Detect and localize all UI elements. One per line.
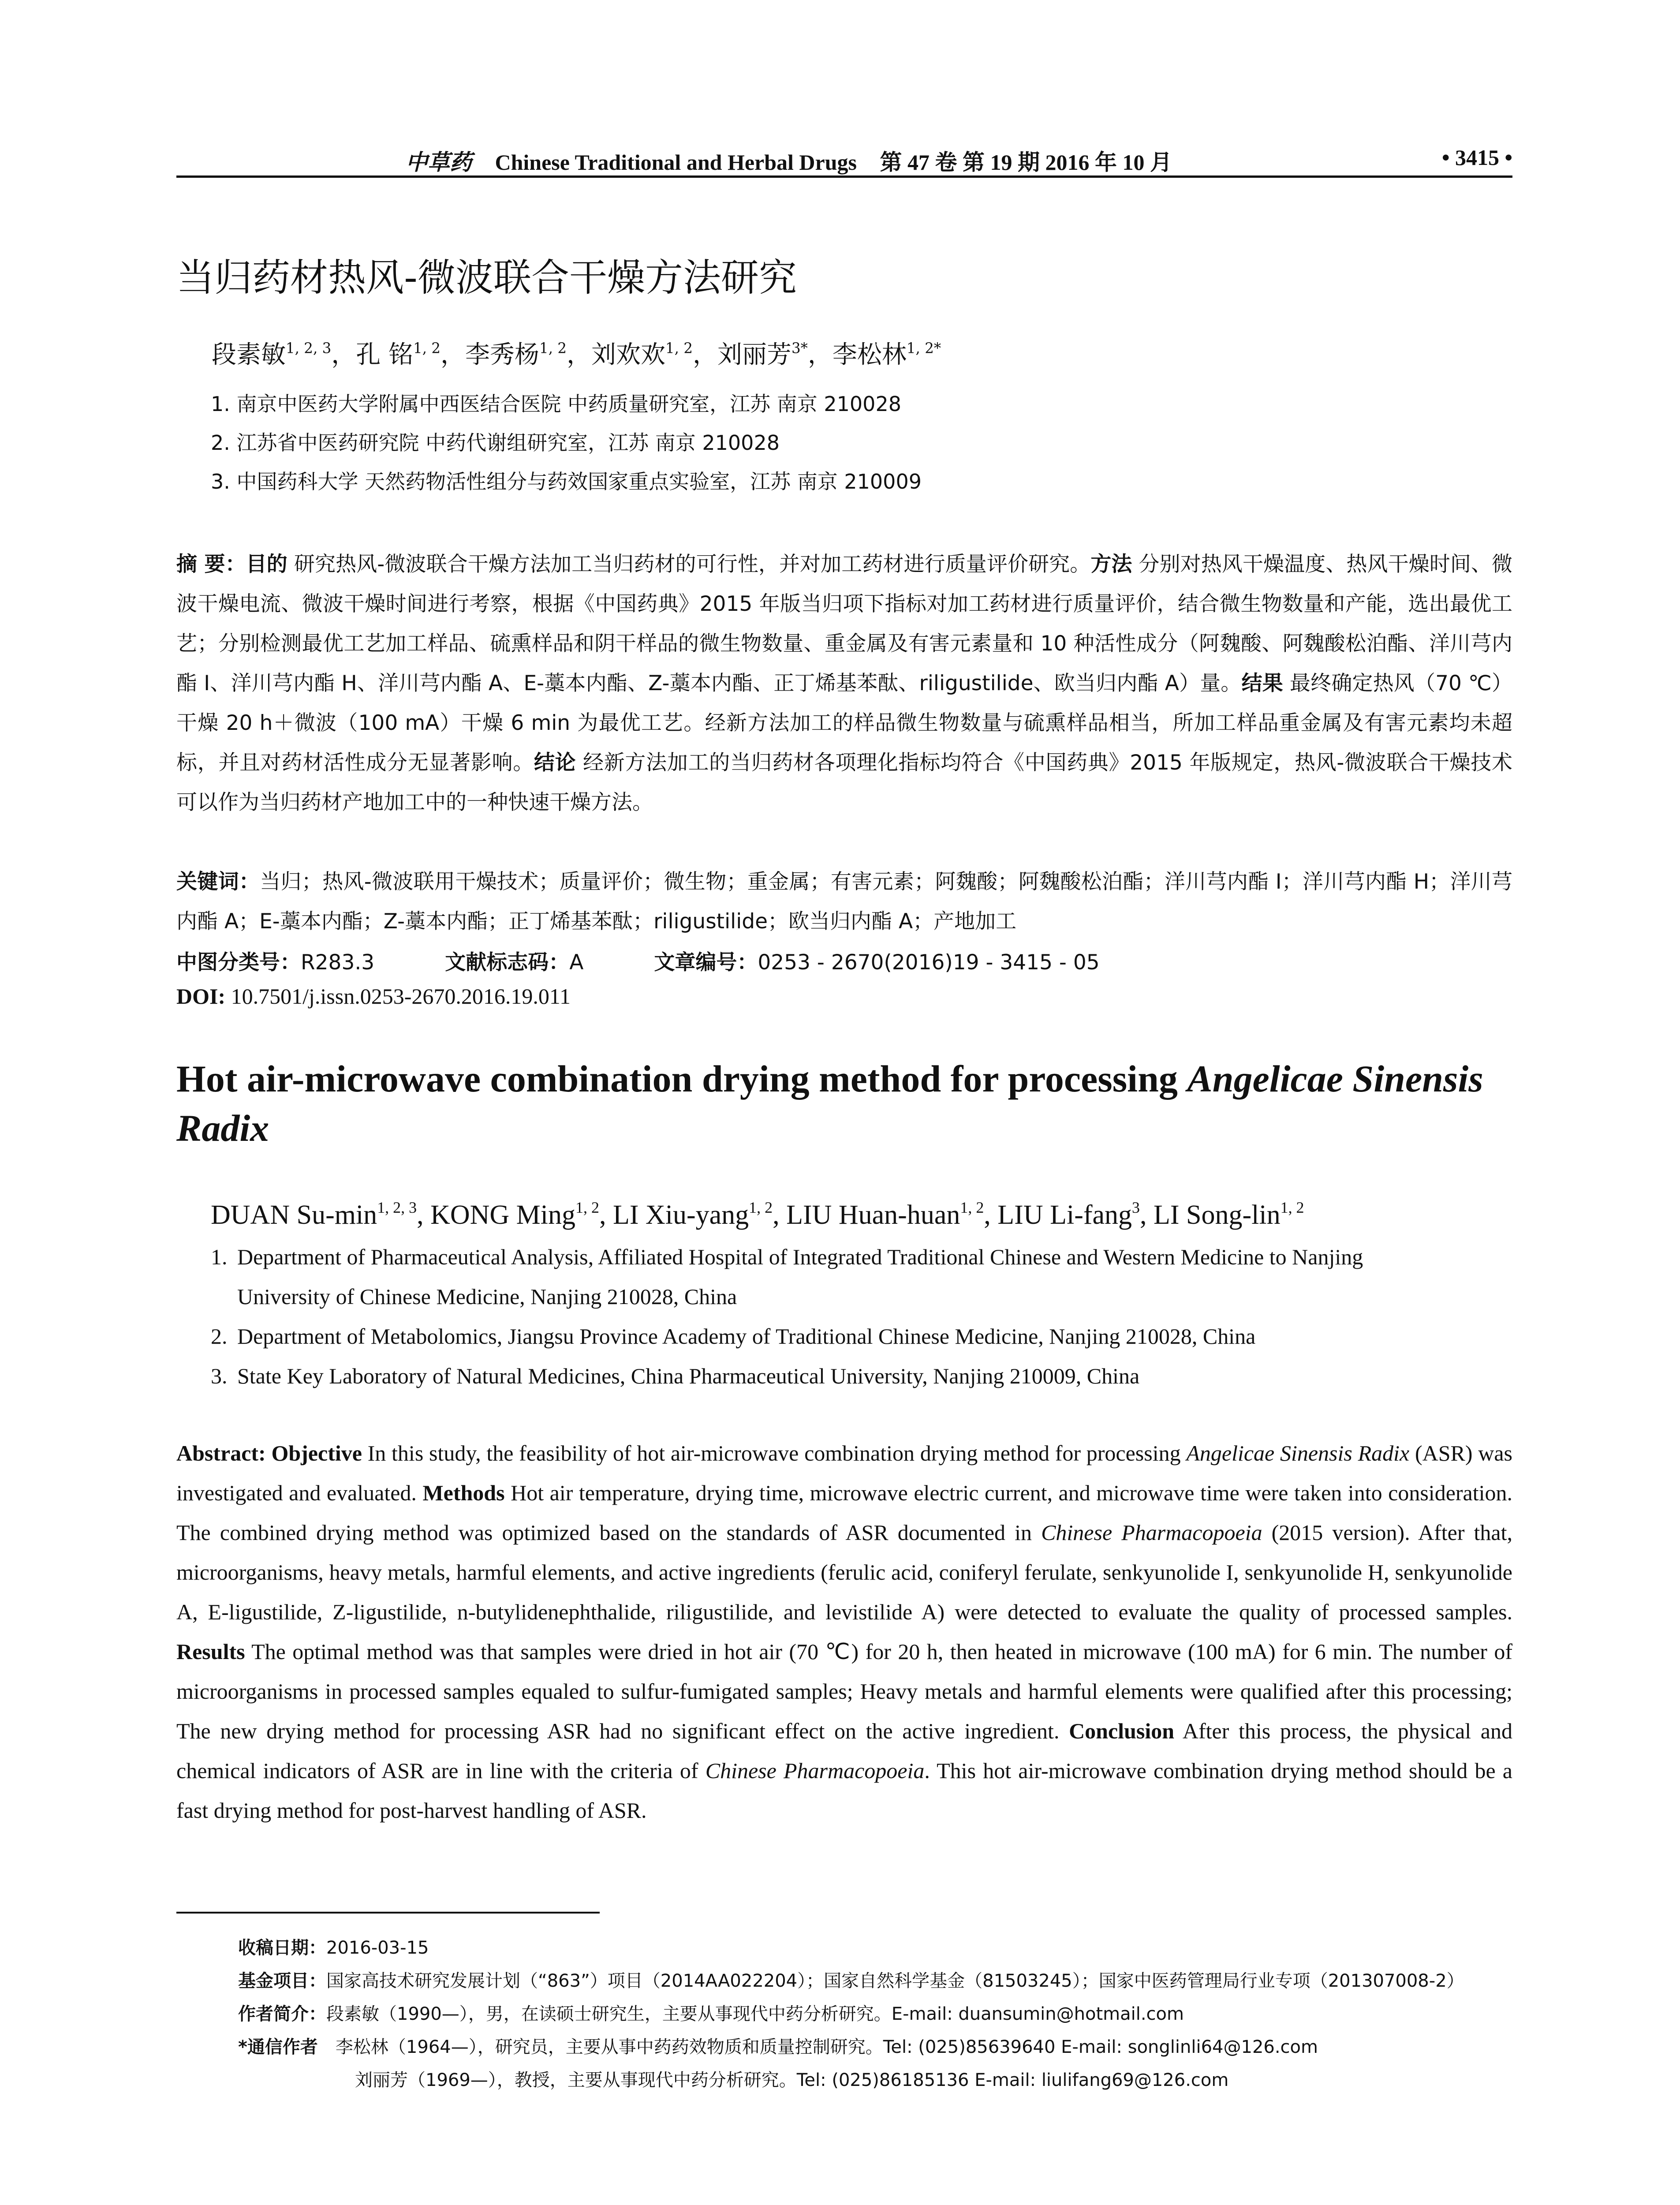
conclusion-text-cn: 经新方法加工的当归药材各项理化指标均符合《中国药典》2015 年版规定，热风-微波联合干燥技术可以作为当归药材产地加工中的一种快速干燥方法。 xyxy=(176,751,1513,815)
author-affiliation-mark: 3* xyxy=(791,340,808,357)
conclusion-label-cn: 结论 xyxy=(534,751,576,775)
objective-text-cn: 研究热风-微波联合干燥方法加工当归药材的可行性，并对加工药材进行质量评价研究。 xyxy=(287,552,1091,576)
author-affiliation-mark: 1, 2 xyxy=(960,1198,984,1216)
author-separator: , xyxy=(773,1200,787,1230)
author-name: KONG Ming xyxy=(430,1200,576,1230)
affiliation-number: 3. xyxy=(211,1364,228,1388)
author-affiliation-mark: 1, 2 xyxy=(749,1198,773,1216)
doi-line xyxy=(176,983,571,1009)
affiliation-number: 1. xyxy=(211,1245,228,1269)
results-label-en: Results xyxy=(176,1639,245,1664)
results-text-cn: 最终确定热风（70 ℃）干燥 20 h＋微波（100 mA）干燥 6 min 为最优工艺。经新方法加工的样品微生物数量与硫熏样品相当，所加工样品重金属及有害元素均未超标，并且对药材活性成分无显著影响。 xyxy=(176,671,1512,775)
chinese-author-list xyxy=(212,335,941,370)
journal-logo: 中草药 xyxy=(406,150,472,175)
footnote-fund xyxy=(238,1967,1464,1992)
objective-label-cn: 目的 xyxy=(246,552,287,576)
fund-text: 国家高技术研究发展计划（“863”）项目（2014AA022204）；国家自然科学基金（81503245）；国家中医药管理局行业专项（201307008-2） xyxy=(326,1971,1464,1991)
methods-text-en: Hot air temperature, drying time, microwave electric current, and microwave time were taken into consideration. The combined drying method was optimized based on the standards of ASR documented in xyxy=(176,1480,1513,1545)
english-title-italic: Angelicae Sinensis Radix xyxy=(176,1058,1483,1149)
author-bio-label: 作者简介： xyxy=(238,2004,326,2024)
results-text-en: The optimal method was that samples were dried in hot air (70 ℃) for 20 h, then heated in microwave (100 mA) for 6 min. The number of microorganisms in processed samples equaled to sulfur-fumigated samples; Heavy metals and harmful elements were qualified after this processing; The new drying method for processing ASR had no significant effect on the active ingredient. xyxy=(176,1639,1512,1743)
affiliation-text-continued: University of Chinese Medicine, Nanjing 210028, China xyxy=(237,1284,737,1309)
author-name: 刘欢欢 xyxy=(591,340,666,369)
footnote-rule xyxy=(176,1912,600,1913)
corresponding-author-1: 李松林（1964—），研究员，主要从事中药药效物质和质量控制研究。Tel: (025)85639640 E-mail: songlinli64@126.com xyxy=(335,2037,1318,2057)
author-affiliation-mark: 3 xyxy=(1132,1198,1140,1216)
footnote-author xyxy=(238,2000,1184,2025)
english-title xyxy=(176,1054,1526,1153)
author-name: LI Xiu-yang xyxy=(612,1200,749,1230)
chinese-affiliation-3: 3. 中国药科大学 天然药物活性组分与药效国家重点实验室，江苏 南京 210009 xyxy=(211,470,922,493)
footnote-received xyxy=(238,1934,429,1959)
clc-value: R283.3 xyxy=(301,950,375,975)
author-separator: , xyxy=(417,1200,431,1230)
author-name: LIU Huan-huan xyxy=(786,1200,960,1230)
chinese-affiliation-1: 1. 南京中医药大学附属中西医结合医院 中药质量研究室，江苏 南京 210028 xyxy=(211,392,901,416)
author-separator: ， xyxy=(441,340,466,369)
author-name: 李秀杨 xyxy=(465,340,540,369)
conclusion-italic-en: Chinese Pharmacopoeia xyxy=(705,1758,925,1783)
author-name: 孔 铭 xyxy=(356,340,414,369)
affiliation-text: Department of Metabolomics, Jiangsu Province Academy of Traditional Chinese Medicine, Nanjing 210028, China xyxy=(237,1324,1256,1349)
chinese-affiliation-2: 2. 江苏省中医药研究院 中药代谢组研究室，江苏 南京 210028 xyxy=(211,431,780,455)
abstract-label-en: Abstract: xyxy=(176,1441,266,1465)
doi-label: DOI: xyxy=(176,984,226,1009)
author-affiliation-mark: 1, 2 xyxy=(665,340,693,357)
journal-issue: 第 47 卷 第 19 期 2016 年 10 月 xyxy=(880,150,1172,175)
fund-label: 基金项目： xyxy=(238,1971,326,1991)
methods-italic-en: Chinese Pharmacopoeia xyxy=(1041,1520,1262,1545)
author-bio-text: 段素敏（1990—），男，在读硕士研究生，主要从事现代中药分析研究。E-mail: duansumin@hotmail.com xyxy=(326,2004,1184,2024)
abstract-label-cn: 摘 要： xyxy=(176,552,246,576)
doc-code-value: A xyxy=(569,950,584,975)
received-date: 2016-03-15 xyxy=(326,1938,429,1958)
author-affiliation-mark: 1, 2 xyxy=(1280,1198,1304,1216)
article-number-label: 文章编号： xyxy=(654,950,758,975)
affiliation-number: 2. xyxy=(211,1324,228,1349)
author-affiliation-mark: 1, 2, 3 xyxy=(286,340,332,357)
keywords-label: 关键词： xyxy=(176,870,260,894)
methods-text-cn: 分别对热风干燥温度、热风干燥时间、微波干燥电流、微波干燥时间进行考察，根据《中国药典》2015 年版当归项下指标对加工药材进行质量评价，结合微生物数量和产能，选出最优工艺；分别检测最优工艺加工样品、硫熏样品和阴干样品的微生物数量、重金属及有害元素量和 10 种活性成分（阿魏酸、阿魏酸松泊酯、洋川芎内酯 I、洋川芎内酯 H、洋川芎内酯 A、E-藁本内酯、Z-藁本内酯、正丁烯基苯酞、riligustilide、欧当归内酯 A）量。 xyxy=(176,552,1513,695)
author-name: LI Song-lin xyxy=(1153,1200,1281,1230)
chinese-title: 当归药材热风-微波联合干燥方法研究 xyxy=(176,256,797,300)
corresponding-author-2: 刘丽芳（1969—），教授，主要从事现代中药分析研究。Tel: (025)86185136 E-mail: liulifang69@126.com xyxy=(355,2070,1229,2090)
doi-value: 10.7501/j.issn.0253-2670.2016.19.011 xyxy=(231,984,571,1009)
author-affiliation-mark: 1, 2 xyxy=(413,340,441,357)
english-author-list xyxy=(211,1200,1304,1231)
affiliation-text: Department of Pharmaceutical Analysis, Affiliated Hospital of Integrated Traditional Chinese and Western Medicine to Nanjing xyxy=(237,1245,1363,1269)
chinese-keywords xyxy=(176,862,1512,942)
author-separator: ， xyxy=(692,340,717,369)
author-separator: ， xyxy=(331,340,356,369)
author-name: DUAN Su-min xyxy=(211,1200,377,1230)
conclusion-text-en-end: . This hot air-microwave combination drying method should be a fast drying method for post-harvest handling of ASR. xyxy=(176,1758,1512,1823)
english-affiliation-1 xyxy=(211,1237,1516,1316)
journal-line xyxy=(406,145,1172,176)
methods-label-cn: 方法 xyxy=(1090,552,1132,576)
objective-text-en-end: (ASR) was investigated and evaluated. xyxy=(176,1441,1513,1505)
english-affiliation-3 xyxy=(211,1356,1516,1396)
footnote-corresponding xyxy=(238,2033,1318,2058)
methods-label-en: Methods xyxy=(422,1480,505,1505)
classification-line xyxy=(176,946,1100,975)
corresponding-label: *通信作者 xyxy=(238,2037,318,2057)
clc-label: 中图分类号： xyxy=(176,950,301,975)
author-affiliation-mark: 1, 2, 3 xyxy=(377,1198,417,1216)
english-abstract xyxy=(176,1433,1512,1830)
received-label: 收稿日期： xyxy=(238,1938,326,1958)
results-label-cn: 结果 xyxy=(1241,671,1283,695)
objective-italic-en: Angelicae Sinensis Radix xyxy=(1186,1441,1410,1465)
chinese-abstract xyxy=(176,545,1512,822)
page-number: • 3415 • xyxy=(1441,145,1512,170)
author-name: 李松林 xyxy=(832,340,907,369)
objective-label-en: Objective xyxy=(271,1441,362,1465)
article-number-value: 0253 - 2670(2016)19 - 3415 - 05 xyxy=(758,950,1100,975)
author-name: 段素敏 xyxy=(212,340,286,369)
journal-name: Chinese Traditional and Herbal Drugs xyxy=(495,150,857,175)
conclusion-label-en: Conclusion xyxy=(1069,1719,1175,1743)
author-affiliation-mark: 1, 2 xyxy=(575,1198,599,1216)
author-name: 刘丽芳 xyxy=(717,340,791,369)
objective-text-en: In this study, the feasibility of hot air-microwave combination drying method for processing xyxy=(362,1441,1187,1465)
english-title-plain: Hot air-microwave combination drying method for processing xyxy=(176,1058,1187,1100)
affiliation-text: State Key Laboratory of Natural Medicines, China Pharmaceutical University, Nanjing 210009, China xyxy=(237,1364,1140,1388)
conclusion-text-en: After this process, the physical and chemical indicators of ASR are in line with the criteria of xyxy=(176,1719,1512,1783)
author-affiliation-mark: 1, 2 xyxy=(539,340,567,357)
author-separator: , xyxy=(1139,1200,1154,1230)
methods-text-en-end: (2015 version). After that, microorganisms, heavy metals, harmful elements, and active ingredients (ferulic acid, coniferyl ferulate, senkyunolide I, senkyunolide H, senkyunolide A, E-ligustilide, Z-ligustilide, n-butylidenephthalide, riligustilide, and levistilide A) were detected to evaluate the quality of processed samples. xyxy=(176,1520,1513,1624)
header-rule xyxy=(176,176,1512,178)
author-separator: ， xyxy=(807,340,833,369)
author-separator: , xyxy=(984,1200,998,1230)
doc-code-label: 文献标志码： xyxy=(445,950,570,975)
english-affiliation-2 xyxy=(211,1316,1516,1356)
author-separator: ， xyxy=(567,340,592,369)
author-affiliation-mark: 1, 2* xyxy=(906,340,941,357)
author-separator: , xyxy=(599,1200,613,1230)
running-header xyxy=(176,141,1512,176)
author-name: LIU Li-fang xyxy=(997,1200,1132,1230)
keywords-text: 当归；热风-微波联用干燥技术；质量评价；微生物；重金属；有害元素；阿魏酸；阿魏酸松泊酯；洋川芎内酯 I；洋川芎内酯 H；洋川芎内酯 A；E-藁本内酯；Z-藁本内酯；正丁烯基苯酞；riligustilide；欧当归内酯 A；产地加工 xyxy=(176,870,1512,934)
